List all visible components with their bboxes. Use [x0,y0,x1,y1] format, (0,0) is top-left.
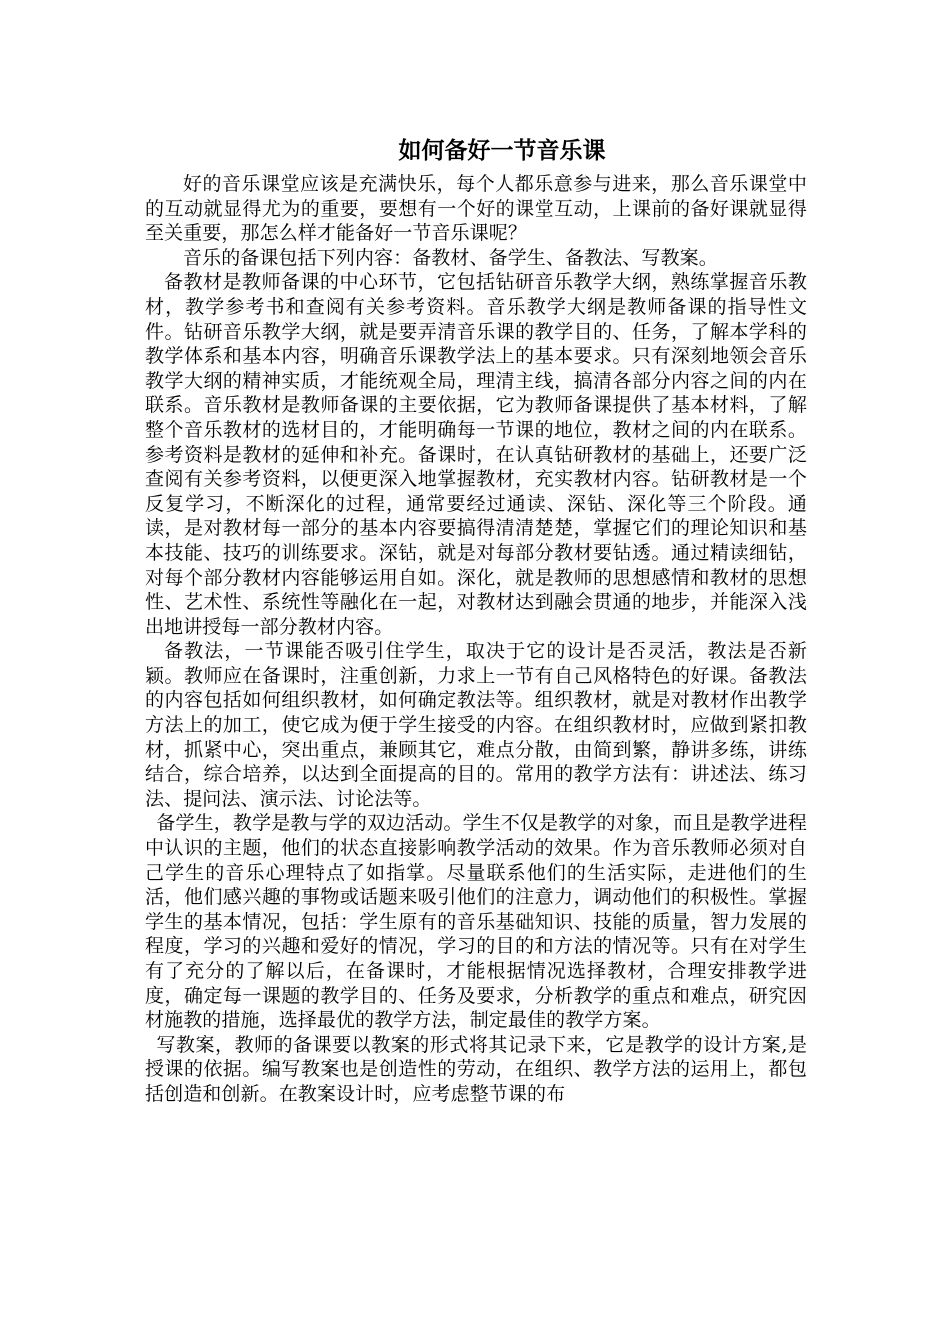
paragraph-students: 备学生，教学是教与学的双边活动。学生不仅是教学的对象，而且是教学进程中认识的主题，他们的状态直接影响教学活动的效果。作为音乐教师必须对自己学生的音乐心理特点了如指掌。尽量联系他们的生活实际，走进他们的生活，他们感兴趣的事物或话题来吸引他们的注意力，调动他们的积极性。掌握学生的基本情况，包括：学生原有的音乐基础知识、技能的质量，智力发展的程度，学习的兴趣和爱好的情况，学习的目的和方法的情况等。只有在对学生有了充分的了解以后，在备课时，才能根据情况选择教材，合理安排教学进度，确定每一课题的教学目的、任务及要求，分析教学的重点和难点，研究因材施教的措施，选择最优的教学方法，制定最佳的教学方案。 [145,812,807,1032]
document-page [145,134,807,1107]
document-title: 如何备好一节音乐课 [398,137,606,164]
paragraph-textbook: 备教材是教师备课的中心环节，它包括钻研音乐教学大纲，熟练掌握音乐教材，教学参考书和查阅有关参考资料。音乐教学大纲是教师备课的指导性文件。钻研音乐教学大纲，就是要弄清音乐课的教学目的、任务，了解本学科的教学体系和基本内容，明确音乐课教学法上的基本要求。只有深刻地领会音乐教学大纲的精神实质，才能统观全局，理清主线，搞清各部分内容之间的内在联系。音乐教材是教师备课的主要依据，它为教师备课提供了基本材料，了解整个音乐教材的选材目的，才能明确每一节课的地位，教材之间的内在联系。参考资料是教材的延伸和补充。备课时，在认真钻研教材的基础上，还要广泛查阅有关参考资料，以便更深入地掌握教材，充实教材内容。钻研教材是一个反复学习，不断深化的过程，通常要经过通读、深钻、深化等三个阶段。通读，是对教材每一部分的基本内容要搞得清清楚楚，掌握它们的理论知识和基本技能、技巧的训练要求。深钻，就是对每部分教材要钻透。通过精读细钻，对每个部分教材内容能够运用自如。深化，就是教师的思想感情和教材的思想性、艺术性、系统性等融化在一起，对教材达到融会贯通的地步，并能深入浅出地讲授每一部分教材内容。 [145,271,807,638]
paragraph-lesson-plan: 写教案，教师的备课要以教案的形式将其记录下来，它是教学的设计方案,是授课的依据。编写教案也是创造性的劳动，在组织、教学方法的运用上，都包括创造和创新。在教案设计时，应考虑整节课的布 [145,1033,807,1105]
paragraph-method: 备教法，一节课能否吸引住学生，取决于它的设计是否灵活，教法是否新颖。教师应在备课时，注重创新，力求上一节有自己风格特色的好课。备教法的内容包括如何组织教材，如何确定教法等。组织教材，就是对教材作出教学方法上的加工，使它成为便于学生接受的内容。在组织教材时，应做到紧扣教材，抓紧中心，突出重点，兼顾其它，难点分散，由简到繁，静讲多练，讲练结合，综合培养，以达到全面提高的目的。常用的教学方法有：讲述法、练习法、提问法、演示法、讨论法等。 [145,640,807,810]
paragraph-intro: 好的音乐课堂应该是充满快乐，每个人都乐意参与进来，那么音乐课堂中的互动就显得尤为的重要，要想有一个好的课堂互动，上课前的备好课就显得至关重要，那怎么样才能备好一节音乐课呢？ [145,173,807,245]
paragraph-contents: 音乐的备课包括下列内容：备教材、备学生、备教法、写教案。 [183,246,718,269]
